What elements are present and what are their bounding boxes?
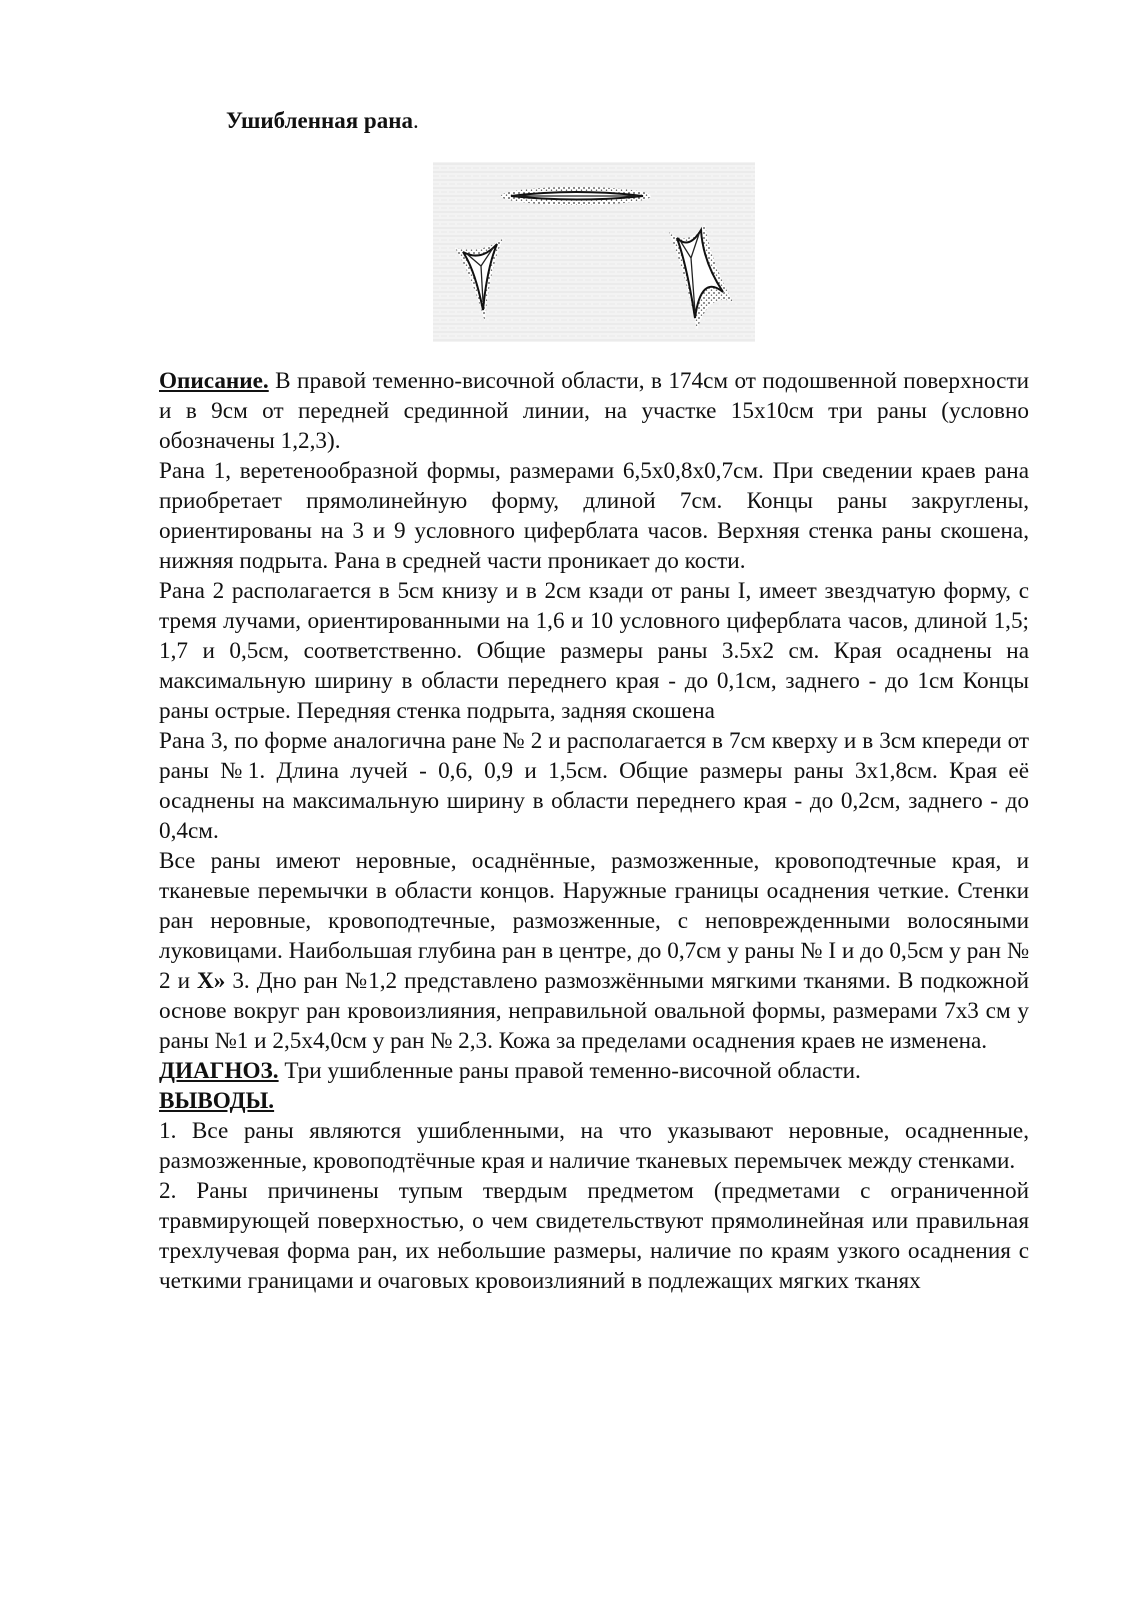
- document-title: [226, 108, 419, 134]
- wound-1-spindle: [501, 187, 651, 205]
- diagnosis-text: Три ушибленные раны правой теменно-височной области.: [278, 1058, 861, 1084]
- description-intro: [159, 366, 1029, 456]
- wound-3-paragraph: Рана 3, по форме аналогична ране № 2 и располагается в 7см кверху и в 3см кпереди от раны №1. Длина лучей - 0,6, 0,9 и 1,5см. Общие размеры раны 3х1,8см. Края её осаднены на максимальную ширину в области переднего края - до 0,2см, заднего - до 0,4см.: [159, 728, 1029, 844]
- description-intro-text: В правой теменно-височной области, в 174см от подошвенной поверхности и в 9см от передней срединной линии, на участке 15х10см три раны (условно обозначены 1,2,3).: [159, 368, 1029, 454]
- wound-2-paragraph: Рана 2 располагается в 5см книзу и в 2см кзади от раны I, имеет звездчатую форму, с тремя лучами, ориентированными на 1,6 и 10 условного циферблата часов, длиной 1,5; 1,7 и 0,5см, соответственно. Общие размеры раны 3.5х2 см. Края осаднены на максимальную ширину в области переднего края - до 0,1см, заднего - до 1см Концы раны острые. Передняя стенка подрыта, задняя скошена: [159, 578, 1029, 724]
- all-wounds-text-a: Все раны имеют неровные, осаднённые, размозженные, кровоподтечные края, и тканевые перемычки в области концов. Наружные границы осаднения четкие. Стенки ран неровные, кровоподтечные, размозженные, с неповрежденными волосяными луковицами. Наибольшая глубина ран в центре, до 0,7см у раны № I и до 0,5см у ран № 2 и: [159, 848, 1029, 994]
- diagnosis-paragraph: [159, 1056, 1029, 1086]
- wound-illustration: [433, 162, 755, 342]
- conclusions-heading: [159, 1086, 1029, 1116]
- description-label: Описание.: [159, 368, 269, 394]
- all-wounds-paragraph: [159, 846, 1029, 1056]
- conclusion-item-1: 1. Все раны являются ушибленными, на что указывают неровные, осадненные, размозженные, кровоподтёчные края и наличие тканевых перемычек между стенками.: [159, 1118, 1029, 1174]
- all-wounds-bold: Х»: [197, 968, 226, 994]
- wound-1-paragraph: Рана 1, веретенообразной формы, размерами 6,5х0,8х0,7см. При сведении краев рана приобретает прямолинейную форму, длиной 7см. Концы раны закруглены, ориентированы на 3 и 9 условного циферблата часов. Верхняя стенка раны скошена, нижняя подрыта. Рана в средней части проникает до кости.: [159, 458, 1029, 574]
- wound-drawing: [433, 162, 755, 342]
- title-period: .: [412, 108, 419, 133]
- title-text: Ушибленная рана: [226, 108, 413, 133]
- conclusion-item-2: 2. Раны причинены тупым твердым предметом (предметами с ограниченной травмирующей поверхностью, о чем свидетельствуют прямолинейная или правильная трехлучевая форма ран, их небольшие размеры, наличие по краям узкого осаднения с четкими границами и очаговых кровоизлияний в подлежащих мягких тканях: [159, 1178, 1029, 1294]
- all-wounds-text-b: 3. Дно ран №1,2 представлено размозжёнными мягкими тканями. В подкожной основе вокруг ран кровоизлияния, неправильной овальной формы, размерами 7х3 см у раны №1 и 2,5х4,0см у ран № 2,3. Кожа за пределами осаднения краев не изменена.: [159, 968, 1029, 1054]
- document-body: [159, 366, 1029, 1296]
- conclusions-label: ВЫВОДЫ.: [159, 1088, 275, 1114]
- diagnosis-label: ДИАГНОЗ.: [159, 1058, 279, 1084]
